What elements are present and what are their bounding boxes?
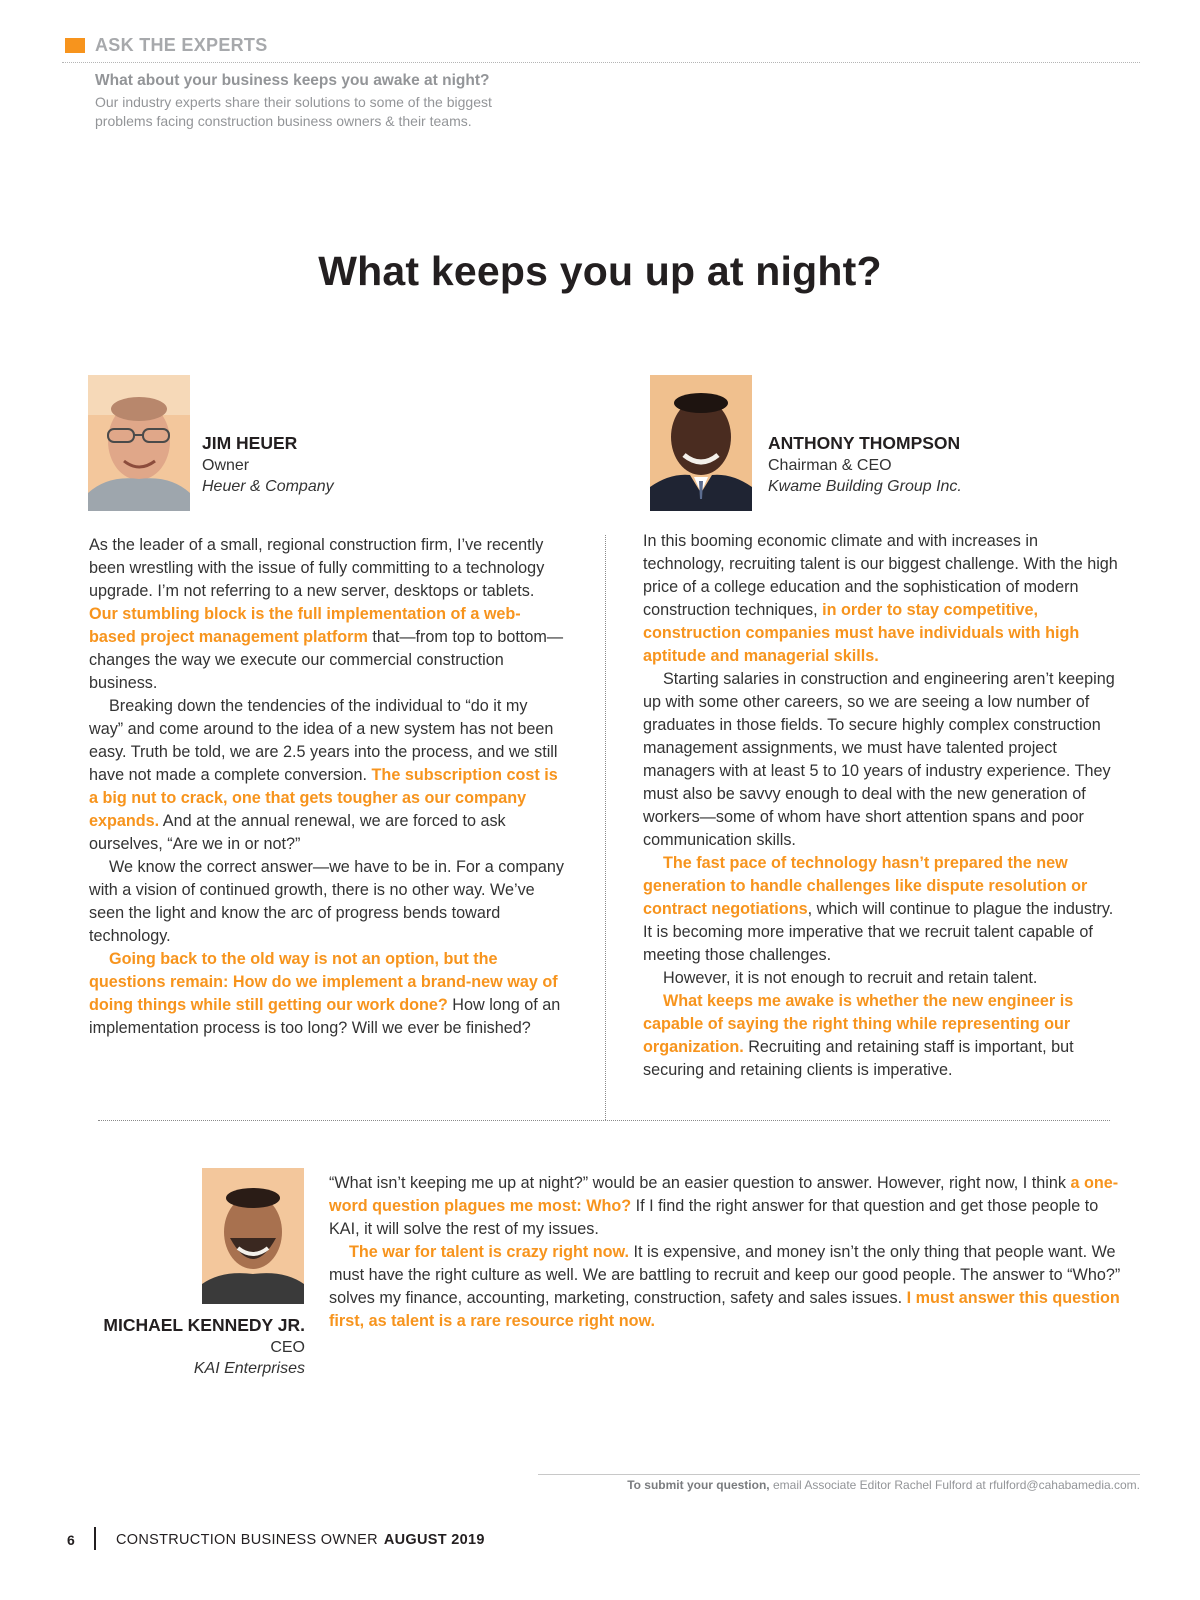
column-divider [605,535,606,1120]
portrait-kennedy-image [202,1168,304,1304]
footer-publication [116,1532,485,1548]
page-title: What keeps you up at night? [318,248,882,294]
body-text: However, it is not enough to recruit and retain talent. [663,969,1038,987]
expert-name: JIM HEUER [202,433,298,453]
answer-paragraph [89,534,565,695]
answer-paragraph [89,695,565,856]
expert-photo-kennedy [202,1168,304,1304]
portrait-heuer-image [88,375,190,511]
expert-company: KAI Enterprises [193,1360,305,1377]
section-divider [62,62,1140,63]
answer-paragraph [89,856,565,948]
body-text: If I find the right answer for that question and get those people to KAI, it will solve the rest of my issues. [329,1197,1099,1238]
answer-column-thompson [643,530,1123,1082]
highlight-text: Our stumbling block is the full implementation of a web-based project management platform [89,605,521,646]
body-text: Recruiting and retaining staff is important, but securing and retaining clients is imperative. [643,1038,1074,1079]
highlight-text: The subscription cost is a big nut to crack, one that gets tougher as our company expands. [89,766,558,830]
body-text: We know the correct answer—we have to be in. For a company with a vision of continued growth, there is no other way. We’ve seen the light and know the arc of progress bends toward technology. [89,858,564,945]
body-text: It is expensive, and money isn’t the only thing that people want. We must have the right culture as well. We are battling to recruit and keep our good people. The answer to “Who?” solves my finance, accounting, marketing, construction, safety and sales issues. [329,1243,1121,1307]
expert-role: Owner [202,457,250,474]
body-text: How long of an implementation process is too long? Will we ever be finished? [89,996,561,1037]
expert-company: Heuer & Company [202,478,334,495]
answer-paragraph [643,852,1123,967]
answer-paragraph [329,1241,1129,1333]
expert-company: Kwame Building Group Inc. [768,478,962,495]
expert-name: ANTHONY THOMPSON [768,433,961,453]
highlight-text: Going back to the old way is not an option, but the questions remain: How do we implement a brand-new way of doing things while still getting our work done? [89,950,558,1014]
issue-date: AUGUST 2019 [383,1532,485,1548]
expert-info-heuer [202,433,334,496]
magazine-name: CONSTRUCTION BUSINESS OWNER [116,1532,378,1548]
intro-text [95,93,595,131]
expert-name: MICHAEL KENNEDY JR. [103,1315,305,1335]
section-marker [65,38,85,53]
submit-divider [538,1474,1140,1475]
submit-note [538,1478,1140,1492]
answer-column-heuer [89,534,565,1040]
highlight-text: a one-word question plagues me most: Who? [329,1174,1119,1215]
answer-column-kennedy [329,1172,1129,1333]
body-text: In this booming economic climate and with increases in technology, recruiting talent is our biggest challenge. With the high price of a college education and the sophistication of modern construction techniques, [643,532,1118,619]
page-number: 6 [67,1532,75,1548]
expert-photo-heuer [88,375,190,511]
expert-info-kennedy [60,1315,305,1378]
intro-line: problems facing construction business owners & their teams. [95,113,472,129]
section-label: ASK THE EXPERTS [95,35,268,55]
body-text: As the leader of a small, regional construction firm, I’ve recently been wrestling with the issue of fully committing to a technology upgrade. I’m not referring to a new server, desktops or tablets. [89,536,545,600]
highlight-text: The fast pace of technology hasn’t prepared the new generation to handle challenges like dispute resolution or contract negotiations [643,854,1088,918]
portrait-thompson-image [650,375,752,511]
answer-paragraph [643,990,1123,1082]
expert-role: CEO [270,1339,305,1356]
body-text: , which will continue to plague the industry. It is becoming more imperative that we recruit talent capable of meeting those challenges. [643,900,1114,964]
answer-paragraph [643,530,1123,668]
submit-lead: To submit your question, [627,1478,770,1492]
highlight-text: I must answer this question first, as talent is a rare resource right now. [329,1289,1120,1330]
highlight-text: The war for talent is crazy right now. [349,1243,630,1261]
body-text: Starting salaries in construction and engineering aren’t keeping up with some other careers, so we are seeing a low number of graduates in those fields. To secure highly complex construction management assignments, we must have talented project managers with at least 5 to 10 years of industry experience. They must also be savvy enough to deal with the new generation of workers—some of whom have short attention spans and poor communication skills. [643,670,1115,849]
answer-paragraph [329,1172,1129,1241]
body-text: Breaking down the tendencies of the individual to “do it my way” and come around to the idea of a new system has not been easy. Truth be told, we are 2.5 years into the process, and we still have not made a complete conversion. [89,697,558,784]
answer-paragraph [89,948,565,1040]
expert-role: Chairman & CEO [768,457,892,474]
answer-paragraph [643,967,1123,990]
body-text: that—from top to bottom—changes the way we execute our commercial construction business. [89,628,564,692]
intro-question: What about your business keeps you awake at night? [95,72,490,89]
body-text: And at the annual renewal, we are forced to ask ourselves, “Are we in or not?” [89,812,506,853]
highlight-text: in order to stay competitive, construction companies must have individuals with high aptitude and managerial skills. [643,601,1080,665]
highlight-text: What keeps me awake is whether the new engineer is capable of saying the right thing while representing our organization. [643,992,1074,1056]
expert-info-thompson [768,433,962,496]
submit-text: email Associate Editor Rachel Fulford at rfulford@cahabamedia.com. [769,1478,1140,1492]
section-divider-horizontal [98,1120,1110,1121]
footer-separator [94,1527,96,1550]
intro-line: Our industry experts share their solutions to some of the biggest [95,94,492,110]
answer-paragraph [643,668,1123,852]
body-text: “What isn’t keeping me up at night?” would be an easier question to answer. However, right now, I think [329,1174,1071,1192]
expert-photo-thompson [650,375,752,511]
